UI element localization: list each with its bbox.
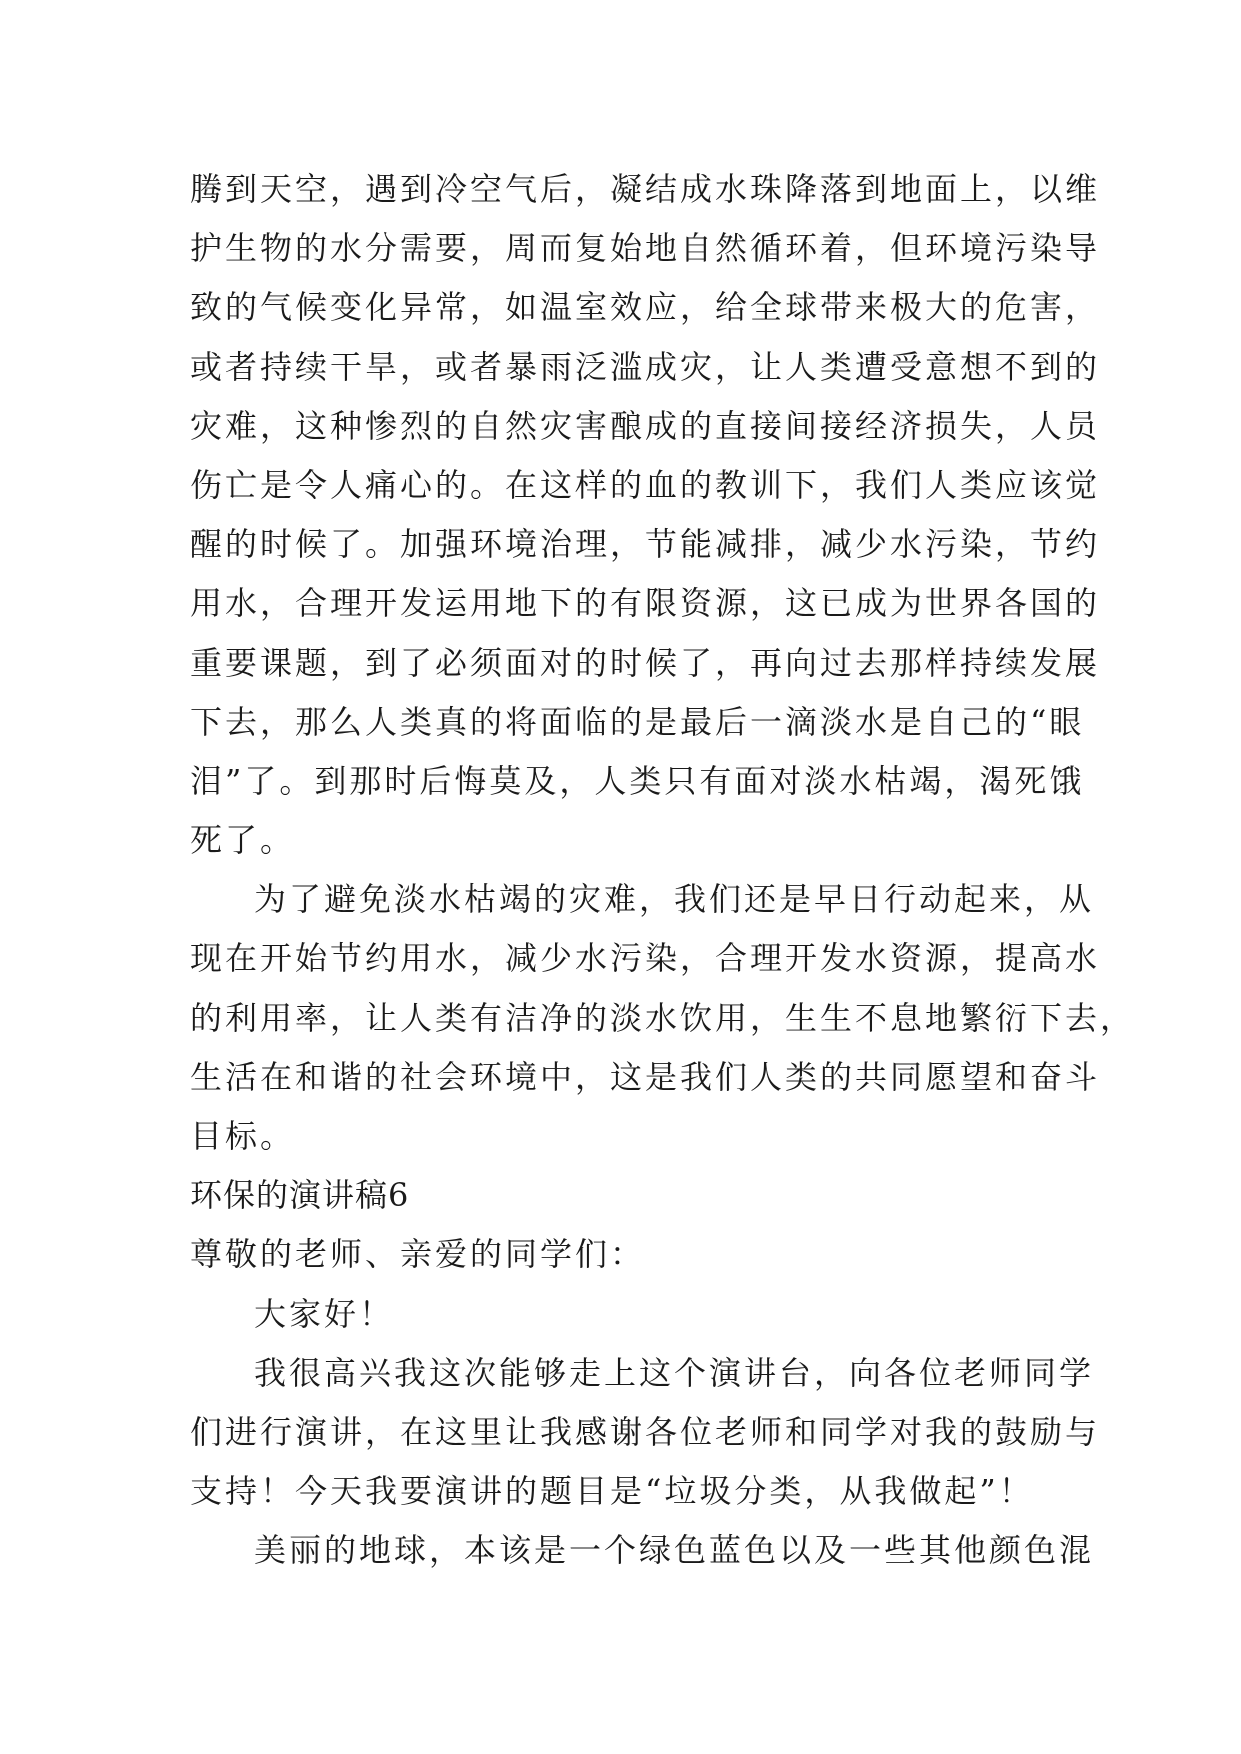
text-line: 醒的时候了。加强环境治理，节能减排，减少水污染，节约 bbox=[190, 525, 1101, 564]
text-line: 或者持续干旱，或者暴雨泛滥成灾，让人类遭受意想不到的 bbox=[190, 347, 1101, 386]
text-line: 的利用率，让人类有洁净的淡水饮用，生生不息地繁衍下去， bbox=[190, 998, 1136, 1037]
text-line: 现在开始节约用水，减少水污染，合理开发水资源，提高水 bbox=[190, 939, 1101, 978]
text-line: 腾到天空，遇到冷空气后，凝结成水珠降落到地面上，以维 bbox=[190, 170, 1101, 208]
document-body bbox=[190, 160, 1136, 1581]
text-line: 目标。 bbox=[190, 1117, 296, 1155]
text-line: 美丽的地球，本该是一个绿色蓝色以及一些其他颜色混 bbox=[254, 1531, 1095, 1570]
text-line: 重要课题，到了必须面对的时候了，再向过去那样持续发展 bbox=[190, 643, 1101, 682]
paragraph-continued bbox=[190, 160, 1101, 870]
text-line: 护生物的水分需要，周而复始地自然循环着，但环境污染导 bbox=[190, 229, 1101, 268]
text-line: 为了避免淡水枯竭的灾难，我们还是早日行动起来，从 bbox=[254, 880, 1095, 919]
paragraph-introduction bbox=[190, 1344, 1101, 1522]
text-line: 下去，那么人类真的将面临的是最后一滴淡水是自己的“眼 bbox=[190, 702, 1085, 741]
text-line: 伤亡是令人痛心的。在这样的血的教训下，我们人类应该觉 bbox=[190, 465, 1101, 504]
text-line: 致的气候变化异常，如温室效应，给全球带来极大的危害， bbox=[190, 288, 1101, 327]
text-line: 用水，合理开发运用地下的有限资源，这已成为世界各国的 bbox=[190, 584, 1101, 623]
text-line: 们进行演讲，在这里让我感谢各位老师和同学对我的鼓励与 bbox=[190, 1412, 1101, 1451]
text-line: 生活在和谐的社会环境中，这是我们人类的共同愿望和奋斗 bbox=[190, 1057, 1101, 1096]
paragraph-beautiful-earth bbox=[190, 1521, 1095, 1580]
text-line: 灾难，这种惨烈的自然灾害酿成的直接间接经济损失，人员 bbox=[190, 406, 1101, 445]
text-line: 泪”了。到那时后悔莫及，人类只有面对淡水枯竭，渴死饿 bbox=[190, 761, 1085, 800]
greeting: 大家好！ bbox=[254, 1294, 395, 1333]
salutation: 尊敬的老师、亲爱的同学们： bbox=[190, 1235, 646, 1274]
text-line: 死了。 bbox=[190, 821, 296, 860]
paragraph-avoid-disaster bbox=[190, 870, 1136, 1166]
text-line: 支持！今天我要演讲的题目是“垃圾分类，从我做起”！ bbox=[190, 1472, 1034, 1511]
text-line: 我很高兴我这次能够走上这个演讲台，向各位老师同学 bbox=[254, 1353, 1095, 1392]
section-title: 环保的演讲稿6 bbox=[190, 1176, 410, 1215]
